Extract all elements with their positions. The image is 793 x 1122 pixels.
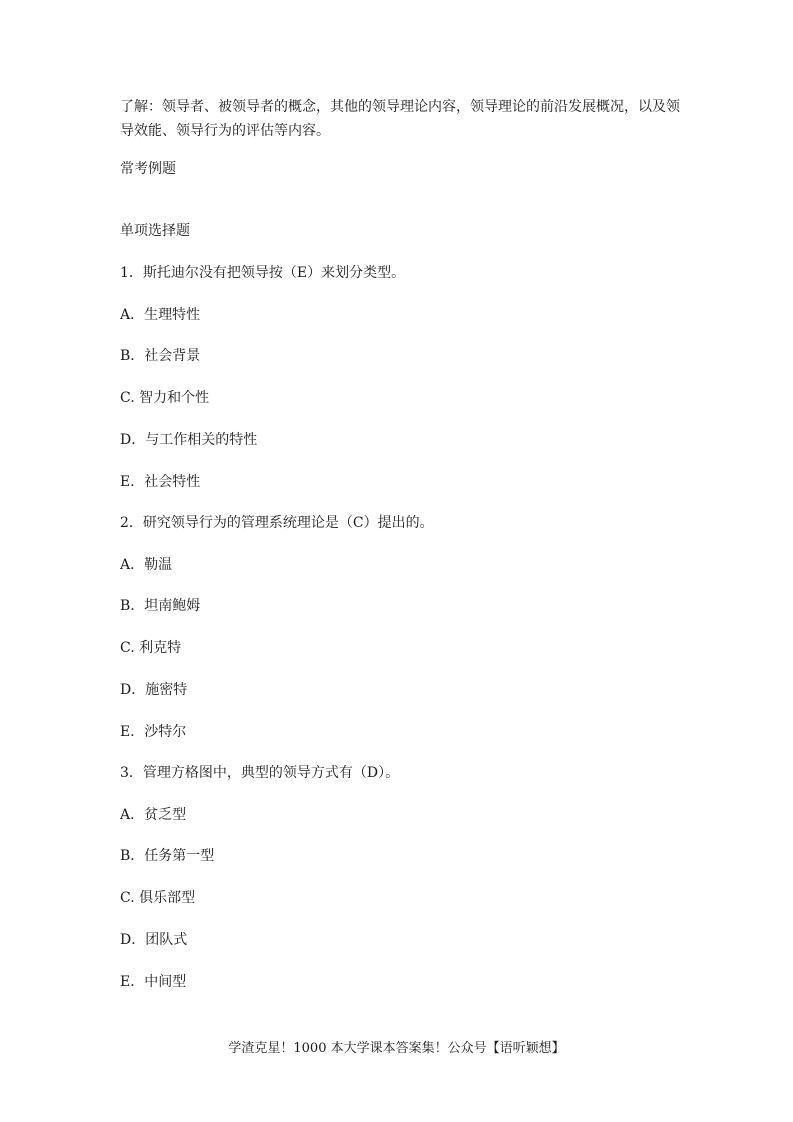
question-1-option-d: D．与工作相关的特性	[120, 432, 258, 448]
question-1-option-e: E．社会特性	[120, 474, 201, 490]
question-1: 1．斯托迪尔没有把领导按（E）来划分类型。	[120, 265, 406, 281]
question-3-option-b: B．任务第一型	[120, 848, 215, 864]
question-3-option-a: A．贫乏型	[120, 807, 187, 823]
question-3-option-c: C. 俱乐部型	[120, 890, 196, 906]
subsection-title: 单项选择题	[120, 223, 190, 239]
question-1-option-b: B．社会背景	[120, 348, 201, 364]
question-3-option-d: D．团队式	[120, 932, 188, 948]
question-1-option-a: A．生理特性	[120, 307, 201, 323]
question-2-option-c: C. 利克特	[120, 640, 182, 656]
question-2-option-a: A．勒温	[120, 557, 173, 573]
question-2-option-b: B．坦南鲍姆	[120, 598, 201, 614]
page-footer: 学渣克星！1000 本大学课本答案集！公众号【语听颖想】	[228, 1041, 565, 1056]
question-3-option-e: E．中间型	[120, 974, 187, 990]
question-2-option-d: D．施密特	[120, 682, 188, 698]
question-3: 3．管理方格图中，典型的领导方式有（D）。	[120, 765, 400, 781]
question-2: 2．研究领导行为的管理系统理论是（C）提出的。	[120, 515, 434, 531]
question-2-option-e: E．沙特尔	[120, 724, 187, 740]
intro-paragraph: 了解：领导者、被领导者的概念，其他的领导理论内容，领导理论的前沿发展概况，以及领导效能、领导行为的评估等内容。	[120, 99, 680, 139]
question-1-option-c: C. 智力和个性	[120, 390, 210, 406]
section-title: 常考例题	[120, 161, 176, 177]
